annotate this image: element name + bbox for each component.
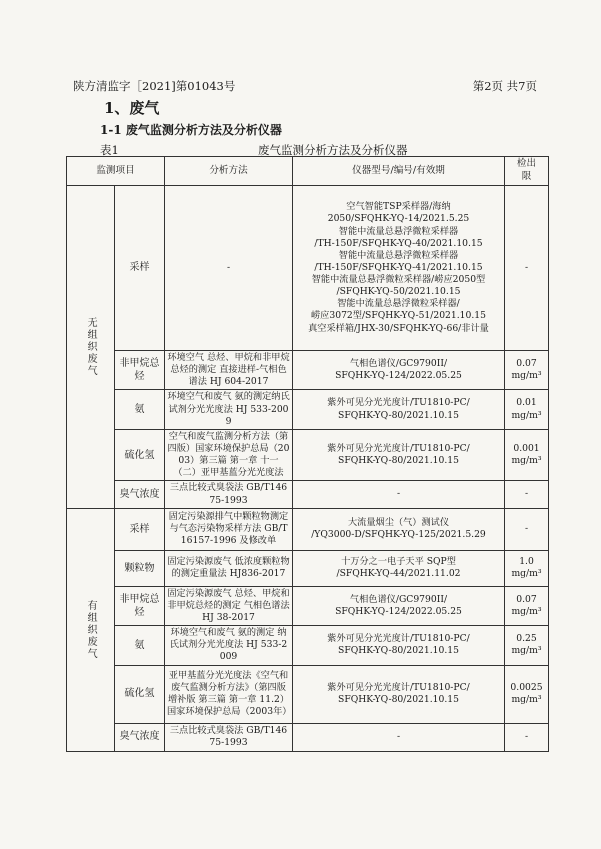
instrument-line: 智能中流量总悬浮微粒采样器 — [338, 249, 459, 261]
instrument-line: 空气智能TSP采样器/海纳 — [346, 201, 451, 213]
item-cell: 非甲烷总烃 — [115, 351, 165, 390]
instrument-line: 崂应3072型/SFQHK-YQ-51/2021.10.15 — [311, 310, 486, 322]
item-cell: 颗粒物 — [115, 550, 165, 586]
item-cell: 采样 — [115, 186, 165, 351]
instrument-line: 紫外可见分光光度计/TU1810-PC/ — [327, 633, 470, 645]
limit-cell — [505, 351, 549, 390]
instrument-line: 智能中流量总悬浮微粒采样器/崂应2050型 — [311, 274, 486, 286]
instrument-line: - — [396, 488, 401, 500]
col-header-method: 分析方法 — [165, 157, 293, 186]
table-row — [67, 665, 549, 723]
item-cell: 氨 — [115, 390, 165, 429]
limit-cell — [505, 186, 549, 351]
method-cell: 固定污染源排气中颗粒物测定与气态污染物采样方法 GB/T 16157-1996 及修改单 — [165, 508, 293, 550]
instrument-line: 气相色谱仪/GC9790II/ — [349, 593, 448, 605]
limit-cell — [505, 665, 549, 723]
instrument-line: 气相色谱仪/GC9790II/ — [349, 358, 448, 370]
instrument-line: 大流量烟尘（气）测试仪 — [347, 517, 450, 529]
instrument-line: /TH-150F/SFQHK-YQ-41/2021.10.15 — [314, 261, 483, 273]
method-cell: 环境空气 总烃、甲烷和非甲烷总烃的测定 直接进样-气相色谱法 HJ 604-2017 — [165, 351, 293, 390]
table-header-row — [67, 157, 549, 186]
instrument-line: - — [396, 730, 401, 742]
table-row — [67, 351, 549, 390]
table-row — [67, 390, 549, 429]
instrument-line: SFQHK-YQ-124/2022.05.25 — [335, 605, 462, 617]
table-row — [67, 429, 549, 481]
limit-cell — [505, 390, 549, 429]
item-cell: 臭气浓度 — [115, 723, 165, 751]
instrument-cell — [293, 351, 505, 390]
limit-cell — [505, 586, 549, 625]
instrument-line: 真空采样箱/JHX-30/SFQHK-YQ-66/非计量 — [308, 322, 489, 334]
limit-value: - — [524, 488, 529, 500]
instrument-cell — [293, 508, 505, 550]
instrument-line: 智能中流量总悬浮微粒采样器 — [338, 225, 459, 237]
instrument-cell — [293, 665, 505, 723]
method-cell: 三点比较式臭袋法 GB/T14675-1993 — [165, 481, 293, 508]
method-cell: 固定污染源废气 总烃、甲烷和非甲烷总烃的测定 气相色谱法 HJ 38-2017 — [165, 586, 293, 625]
item-cell: 采样 — [115, 508, 165, 550]
instrument-line: /SFQHK-YQ-44/2021.11.02 — [336, 568, 461, 580]
method-cell: 环境空气和废气 氨的测定 纳氏试剂分光光度法 HJ 533-2009 — [165, 626, 293, 665]
limit-cell — [505, 508, 549, 550]
table-row — [67, 626, 549, 665]
limit-value: 0.01 — [516, 397, 537, 409]
instrument-cell — [293, 550, 505, 586]
instrument-cell — [293, 723, 505, 751]
table-row — [67, 586, 549, 625]
col-header-item: 监测项目 — [67, 157, 165, 186]
instrument-line: SFQHK-YQ-80/2021.10.15 — [338, 645, 459, 657]
limit-value: 0.25 — [516, 633, 537, 645]
instrument-line: /SFQHK-YQ-50/2021.10.15 — [336, 286, 461, 298]
analysis-methods-table — [66, 156, 549, 752]
instrument-cell — [293, 429, 505, 481]
table-row — [67, 186, 549, 351]
document-number: 陕方清监字［2021]第01043号 — [73, 79, 236, 93]
limit-value: 0.07 — [516, 358, 537, 370]
limit-cell — [505, 550, 549, 586]
instrument-line: 紫外可见分光光度计/TU1810-PC/ — [327, 442, 470, 454]
table-row — [67, 723, 549, 751]
item-cell: 硫化氢 — [115, 429, 165, 481]
method-cell: 亚甲基蓝分光光度法《空气和废气监测分析方法》（第四版增补版 第三篇 第一章 11.2）国家环境保护总局（2003年） — [165, 665, 293, 723]
group-label: 有组织废气 — [67, 508, 115, 751]
instrument-line: SFQHK-YQ-80/2021.10.15 — [338, 409, 459, 421]
instrument-line: 紫外可见分光光度计/TU1810-PC/ — [327, 681, 470, 693]
method-cell: 环境空气和废气 氨的测定纳氏试剂分光光度法 HJ 533-2009 — [165, 390, 293, 429]
instrument-cell — [293, 481, 505, 508]
limit-cell — [505, 429, 549, 481]
table-row — [67, 550, 549, 586]
col-header-limit: 检出限 — [505, 157, 549, 186]
instrument-line: 智能中流量总悬浮微粒采样器/ — [337, 298, 460, 310]
method-cell: 固定污染源废气 低浓度颗粒物的测定重量法 HJ836-2017 — [165, 550, 293, 586]
col-header-instrument: 仪器型号/编号/有效期 — [293, 157, 505, 186]
instrument-line: 紫外可见分光光度计/TU1810-PC/ — [327, 397, 470, 409]
limit-unit: mg/m³ — [511, 455, 542, 467]
limit-unit: mg/m³ — [511, 645, 542, 657]
section-title: 1、废气 — [104, 99, 160, 117]
limit-value: 0.0025 — [510, 681, 543, 693]
instrument-cell — [293, 186, 505, 351]
table-row — [67, 481, 549, 508]
item-cell: 氨 — [115, 626, 165, 665]
limit-value: - — [524, 730, 529, 742]
method-cell: - — [165, 186, 293, 351]
subsection-title: 1-1 废气监测分析方法及分析仪器 — [100, 123, 282, 137]
table-body — [67, 186, 549, 752]
table-title: 废气监测分析方法及分析仪器 — [258, 143, 408, 157]
method-cell: 三点比较式臭袋法 GB/T14675-1993 — [165, 723, 293, 751]
limit-value: - — [524, 261, 529, 273]
limit-value: 0.001 — [513, 442, 540, 454]
instrument-cell — [293, 626, 505, 665]
instrument-line: SFQHK-YQ-80/2021.10.15 — [338, 694, 459, 706]
limit-unit: mg/m³ — [511, 568, 542, 580]
instrument-cell — [293, 390, 505, 429]
limit-unit: mg/m³ — [511, 605, 542, 617]
group-label: 无组织废气 — [67, 186, 115, 509]
limit-unit: mg/m³ — [511, 694, 542, 706]
limit-value: 0.07 — [516, 593, 537, 605]
instrument-line: 2050/SFQHK-YQ-14/2021.5.25 — [327, 213, 470, 225]
instrument-line: SFQHK-YQ-80/2021.10.15 — [338, 455, 459, 467]
instrument-cell — [293, 586, 505, 625]
limit-cell — [505, 626, 549, 665]
limit-unit: mg/m³ — [511, 409, 542, 421]
limit-unit: mg/m³ — [511, 370, 542, 382]
item-cell: 臭气浓度 — [115, 481, 165, 508]
table-row — [67, 508, 549, 550]
limit-cell — [505, 481, 549, 508]
instrument-line: /TH-150F/SFQHK-YQ-40/2021.10.15 — [314, 237, 483, 249]
instrument-line: SFQHK-YQ-124/2022.05.25 — [335, 370, 462, 382]
method-cell: 空气和废气监测分析方法（第四版）国家环境保护总局（2003）第三篇 第一章 十一（二）亚甲基蓝分光光度法 — [165, 429, 293, 481]
item-cell: 硫化氢 — [115, 665, 165, 723]
table-label: 表1 — [100, 143, 119, 157]
item-cell: 非甲烷总烃 — [115, 586, 165, 625]
limit-value: 1.0 — [519, 556, 534, 568]
limit-value: - — [524, 523, 529, 535]
instrument-line: /YQ3000-D/SFQHK-YQ-125/2021.5.29 — [311, 529, 486, 541]
limit-cell — [505, 723, 549, 751]
instrument-line: 十万分之一电子天平 SQP型 — [341, 556, 456, 568]
page-number: 第2页 共7页 — [472, 79, 537, 93]
